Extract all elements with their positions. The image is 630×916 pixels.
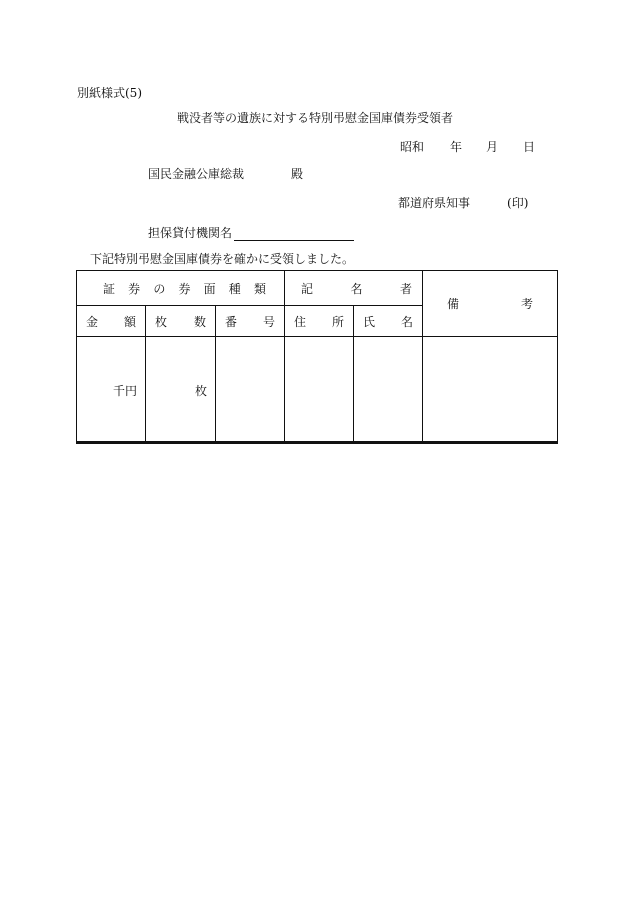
addressee-name: 国民金融公庫総裁 — [148, 167, 245, 181]
header-remarks: 備 考 — [423, 271, 558, 337]
governor-line — [398, 194, 528, 211]
addressee-honorific: 殿 — [291, 167, 304, 181]
header-address: 住 所 — [285, 306, 354, 337]
lender-blank — [234, 228, 354, 241]
header-number: 番 号 — [216, 306, 285, 337]
header-bond-type: 証 券 の 券 面 種 類 — [77, 271, 285, 306]
receipt-table — [76, 270, 558, 444]
lender-label: 担保貸付機関名 — [148, 226, 233, 240]
document-title: 戦没者等の遺族に対する特別弔慰金国庫債券受領者 — [176, 111, 453, 125]
table-row — [77, 337, 558, 443]
name-cell — [354, 337, 423, 443]
count-cell — [146, 337, 216, 443]
addressee — [148, 165, 303, 182]
statement: 下記特別弔慰金国庫債券を確かに受領しました。 — [90, 252, 355, 266]
header-amount: 金 額 — [77, 306, 146, 337]
date-day: 日 — [523, 140, 536, 154]
address-cell — [285, 337, 354, 443]
date-year: 年 — [450, 140, 463, 154]
count-unit: 枚 — [194, 384, 207, 398]
seal-mark: (印) — [507, 196, 529, 210]
header-signatory: 記 名 者 — [285, 271, 423, 306]
number-cell — [216, 337, 285, 443]
date-line — [400, 138, 535, 155]
amount-unit: 千円 — [112, 384, 137, 398]
remarks-cell — [423, 337, 558, 443]
governor-name: 都道府県知事 — [398, 196, 471, 210]
amount-cell — [77, 337, 146, 443]
form-label: 別紙様式(5) — [77, 86, 142, 100]
date-month: 月 — [486, 140, 499, 154]
date-era: 昭和 — [400, 140, 425, 154]
header-count: 枚 数 — [146, 306, 216, 337]
header-row-1 — [77, 271, 558, 306]
lender-line — [148, 224, 354, 241]
header-name: 氏 名 — [354, 306, 423, 337]
